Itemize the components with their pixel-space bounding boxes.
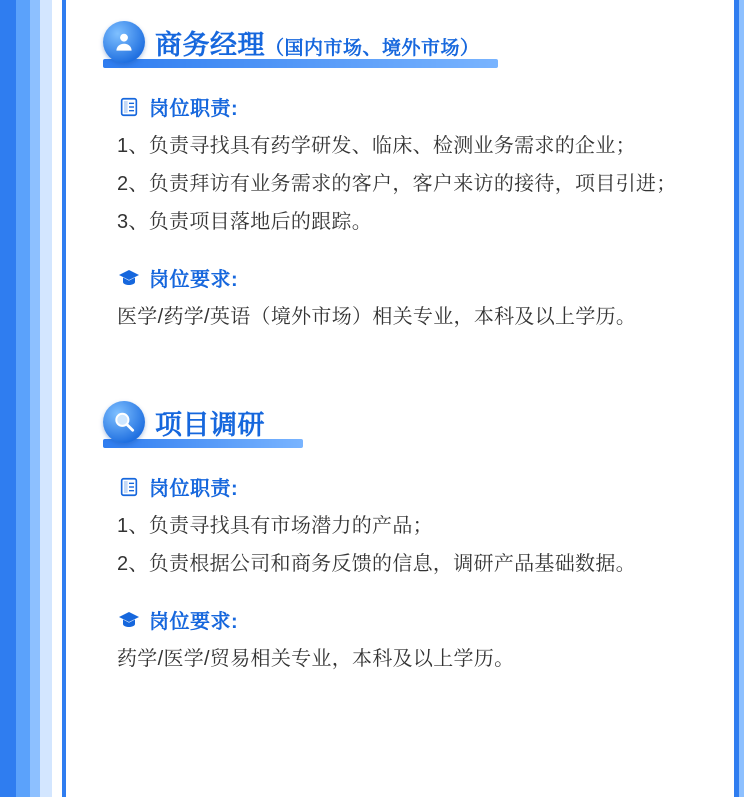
person-badge-icon [103, 21, 145, 63]
duty-line: 3、负责项目落地后的跟踪。 [117, 211, 373, 233]
content-column [95, 0, 710, 797]
subsection-header-duties [117, 472, 710, 501]
section-business-manager [95, 0, 710, 336]
section-header [103, 14, 710, 70]
subsection-title: 岗位要求: [149, 611, 239, 633]
duty-line: 2、负责拜访有业务需求的客户，客户来访的接待，项目引进； [117, 173, 677, 195]
decorative-right-stripes [730, 0, 750, 797]
clipboard-icon [117, 475, 141, 499]
subsection-title: 岗位职责: [149, 478, 239, 500]
section-gap [95, 336, 710, 394]
section-title: 商务经理（国内市场、境外市场） [155, 29, 480, 60]
clipboard-icon [117, 95, 141, 119]
subsection-header-requirements [117, 605, 710, 634]
subsection-header-requirements [117, 263, 710, 292]
subsection-title: 岗位要求: [149, 269, 239, 291]
requirements-text [117, 640, 710, 678]
decorative-left-stripes [0, 0, 78, 797]
section-title-sub: （国内市场、境外市场） [265, 37, 480, 59]
section-project-research [95, 394, 710, 678]
section-header [103, 394, 710, 450]
requirement-line: 医学/药学/英语（境外市场）相关专业，本科及以上学历。 [117, 306, 637, 328]
graduation-cap-icon [117, 266, 141, 290]
subsection-title: 岗位职责: [149, 98, 239, 120]
duties-text [117, 127, 710, 241]
subsection-header-duties [117, 92, 710, 121]
requirement-line: 药学/医学/贸易相关专业，本科及以上学历。 [117, 648, 515, 670]
magnifier-icon [103, 401, 145, 443]
duty-line: 2、负责根据公司和商务反馈的信息，调研产品基础数据。 [117, 553, 636, 575]
graduation-cap-icon [117, 608, 141, 632]
duty-line: 1、负责寻找具有药学研发、临床、检测业务需求的企业； [117, 135, 636, 157]
duties-text [117, 507, 710, 583]
requirements-text [117, 298, 710, 336]
section-title: 项目调研 [155, 409, 265, 440]
duty-line: 1、负责寻找具有市场潜力的产品； [117, 515, 433, 537]
